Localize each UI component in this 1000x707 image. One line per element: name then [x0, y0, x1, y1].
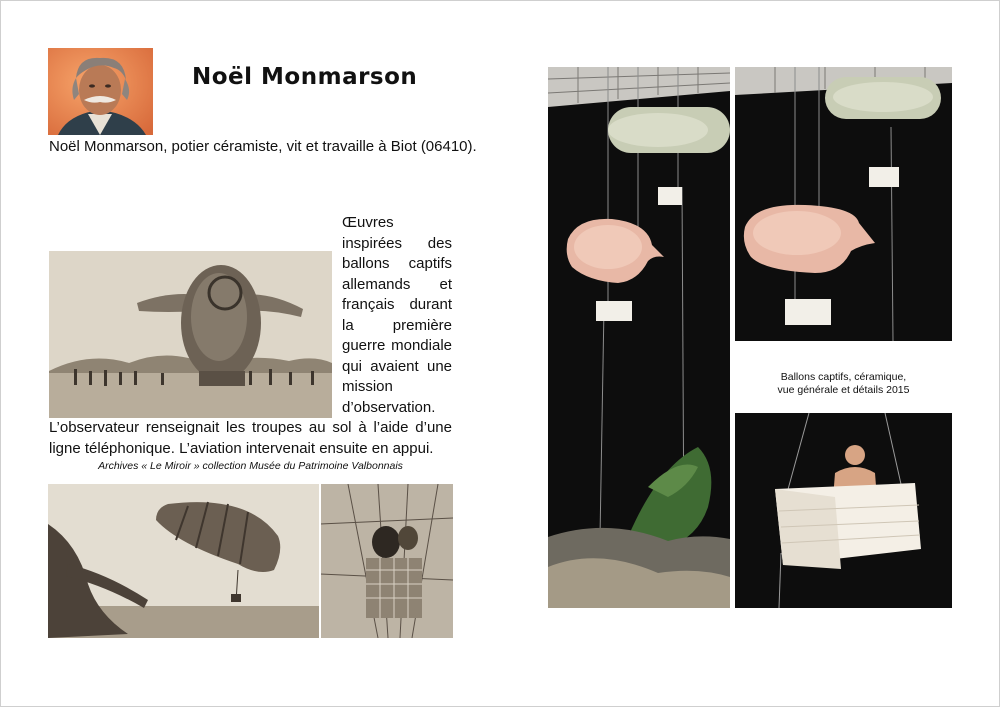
artwork-caption-line1: Ballons captifs, céramique,	[780, 371, 907, 383]
archive-photo-balloon-ground	[49, 251, 332, 418]
page-title: Noël Monmarson	[192, 64, 418, 90]
archive-photo-balloon-sky	[48, 484, 453, 638]
archive-caption: Archives « Le Miroir » collection Musée du Patrimoine Valbonnais	[98, 460, 403, 472]
body-text: Œuvres inspirées des ballons captifs allemands et français durant la première guerre mondiale qui avaient une mission d’observation. L’observateur renseignait les troupes au sol à l’aide d’une ligne téléphonique. L’aviation intervenait ensuite en appui.	[49, 214, 452, 457]
portrait-photo	[48, 48, 153, 135]
artwork-caption	[735, 371, 952, 397]
artwork-photo-general-view	[548, 67, 730, 608]
artwork-caption-line2: vue générale et détails 2015	[777, 384, 910, 396]
intro-text: Noël Monmarson, potier céramiste, vit et travaille à Biot (06410).	[49, 138, 477, 155]
artwork-photo-balloons-detail	[735, 67, 952, 341]
artwork-photo-basket-detail	[735, 413, 952, 608]
body-paragraph	[49, 213, 452, 459]
